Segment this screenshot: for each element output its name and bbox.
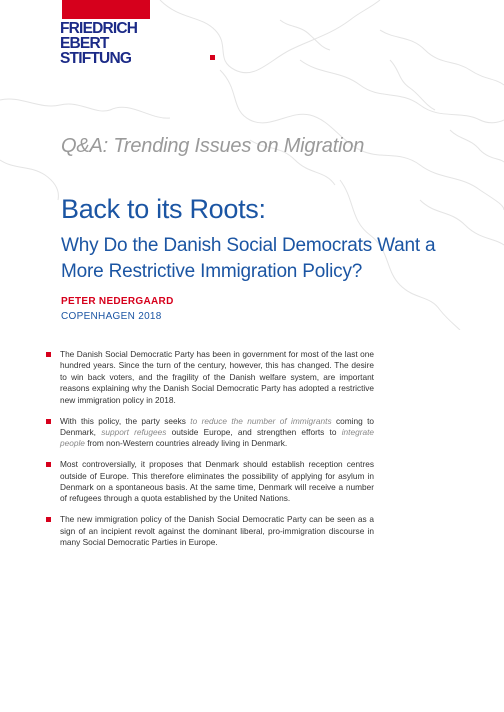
bullet-square-icon <box>46 462 51 467</box>
bullet-text: Most controversially, it proposes that Denmark should establish reception centres outside of Europe. This therefore eliminates the possibility of applying for asylum in Denmark on a spontaneous basis. At the same time, Denmark will receive a number of refugees through a quota established by the United Nations. <box>60 459 374 504</box>
map-location-marker <box>210 55 215 60</box>
emphasis-text: to reduce the number of immigrants <box>190 415 332 426</box>
bullet-item <box>46 416 374 450</box>
bullet-text: The new immigration policy of the Danish Social Democratic Party can be seen as a sign of an incipient revolt against the dominant liberal, pro-immigration discourse in many Social Democratic Parties in Europe. <box>60 514 374 548</box>
document-title: Back to its Roots: <box>61 194 266 224</box>
bullet-text: The Danish Social Democratic Party has been in government for most of the last one hundred years. Since the turn of the century, however, this has changed. The desire to win back voters, and the fragility of the Danish welfare system, are important reasons explaining why the Danish Social Democratic Party has adopted a restrictive new immigration policy in 2018. <box>60 349 374 405</box>
bullet-text: from non-Western countries already living in Denmark. <box>84 438 288 449</box>
bullet-text: With this policy, the party seeks <box>60 415 191 426</box>
place-and-year: COPENHAGEN 2018 <box>61 311 162 322</box>
bullet-item <box>46 514 374 548</box>
series-title: Q&A: Trending Issues on Migration <box>61 135 365 157</box>
bullet-text: outside Europe, and strengthen efforts to <box>166 426 342 437</box>
emphasis-text: support refugees <box>101 426 167 437</box>
logo-line-3: STIFTUNG <box>60 50 132 67</box>
bullet-square-icon <box>46 352 51 357</box>
emphasis-text: integrate people <box>60 426 374 449</box>
bullet-square-icon <box>46 419 51 424</box>
logo-line-2: EBERT <box>60 35 109 52</box>
bullet-text: coming to Denmark, <box>60 415 375 437</box>
document-subtitle: Why Do the Danish Social Democrats Want a More Restrictive Immigration Policy? <box>61 235 436 282</box>
bullet-item <box>46 459 374 505</box>
summary-bullets <box>46 349 374 558</box>
fes-logo <box>60 21 160 66</box>
author-name: PETER NEDERGAARD <box>61 296 174 307</box>
logo-red-bar <box>62 0 150 19</box>
logo-line-1: FRIEDRICH <box>60 20 138 37</box>
bullet-square-icon <box>46 517 51 522</box>
bullet-item <box>46 349 374 406</box>
